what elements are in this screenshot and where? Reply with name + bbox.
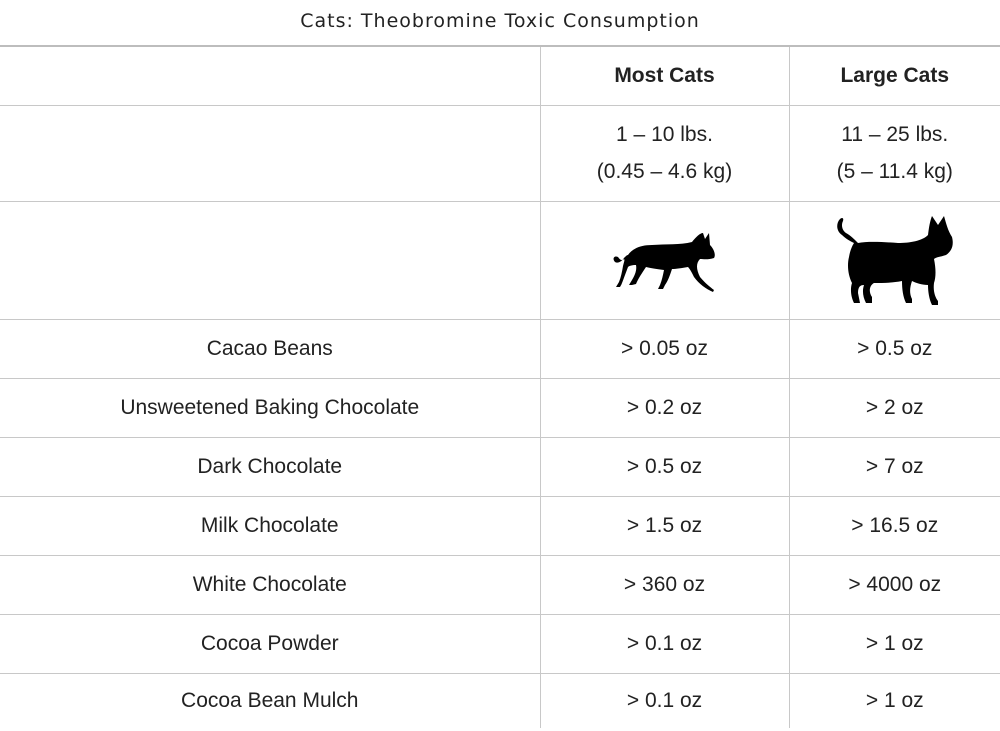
toxicity-table [0,45,1000,728]
row-label: Unsweetened Baking Chocolate [0,378,540,437]
most-cats-value: > 0.1 oz [540,614,789,673]
most-cats-value: > 0.05 oz [540,319,789,378]
table-row [0,555,1000,614]
weight-large-cats [789,105,1000,201]
weight-empty-cell [0,105,540,201]
large-cats-value: > 2 oz [789,378,1000,437]
table-caption: Cats: Theobromine Toxic Consumption [300,10,700,32]
weight-lbs: 11 – 25 lbs. [841,123,949,146]
row-label: Cocoa Powder [0,614,540,673]
header-empty-cell [0,46,540,105]
standing-cat-icon [832,213,958,307]
most-cats-value: > 0.5 oz [540,437,789,496]
header-row [0,46,1000,105]
row-label: Cacao Beans [0,319,540,378]
image-row [0,201,1000,319]
image-large-cats [789,201,1000,319]
table-row [0,437,1000,496]
row-label: Dark Chocolate [0,437,540,496]
most-cats-value: > 0.1 oz [540,673,789,728]
most-cats-value: > 360 oz [540,555,789,614]
weight-row [0,105,1000,201]
row-label: Milk Chocolate [0,496,540,555]
image-most-cats [540,201,789,319]
large-cats-value: > 4000 oz [789,555,1000,614]
large-cats-value: > 1 oz [789,614,1000,673]
image-empty-cell [0,201,540,319]
table-row [0,496,1000,555]
weight-lbs: 1 – 10 lbs. [616,123,713,146]
most-cats-value: > 1.5 oz [540,496,789,555]
walking-cat-icon [610,227,720,293]
large-cats-value: > 16.5 oz [789,496,1000,555]
row-label: Cocoa Bean Mulch [0,673,540,728]
most-cats-value: > 0.2 oz [540,378,789,437]
header-large-cats: Large Cats [789,46,1000,105]
weight-kg: (0.45 – 4.6 kg) [596,160,733,183]
row-label: White Chocolate [0,555,540,614]
table-row [0,614,1000,673]
weight-most-cats [540,105,789,201]
large-cats-value: > 0.5 oz [789,319,1000,378]
large-cats-value: > 1 oz [865,688,924,712]
header-most-cats: Most Cats [540,46,789,105]
table-row [0,319,1000,378]
table-row [0,673,1000,728]
table-row [0,378,1000,437]
large-cats-value: > 7 oz [789,437,1000,496]
weight-kg: (5 – 11.4 kg) [836,160,953,183]
